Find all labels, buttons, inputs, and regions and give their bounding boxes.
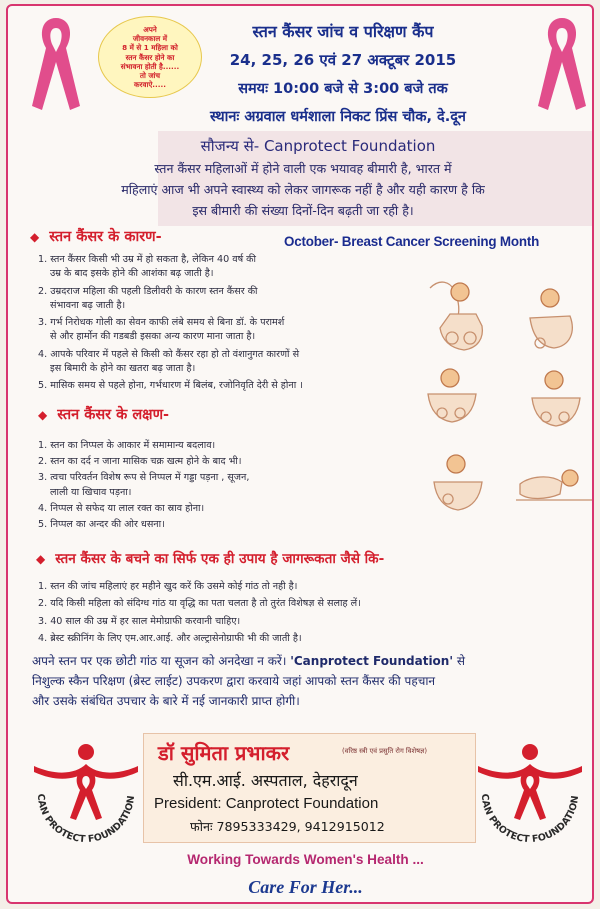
hospital-name: सी.एम.आई. अस्पताल, देहरादून (173, 771, 358, 790)
foundation-name: 'Canprotect Foundation' (290, 654, 454, 668)
closing-line: और उसके संबंधित उपचार के बारे में नई जानकारी प्राप्त होगी। (32, 694, 300, 708)
prevention-heading-text: स्तन कैंसर के बचने का सिर्फ एक ही उपाय है जागरूकता जैसे कि- (55, 551, 385, 567)
svg-text:CAN PROTECT FOUNDATION (479, 793, 581, 845)
tagline: Working Towards Women's Health ... (187, 852, 424, 867)
bubble-line: संभावना होती है...... (120, 61, 180, 71)
closing-line: निशुल्क स्कैन परिक्षण (ब्रेस्ट लाईट) उपकरण द्वारा करवाये जहां आपको स्तन कैंसर की पहचान (32, 674, 436, 688)
list-item: 3. गर्भ निरोधक गोली का सेवन काफी लंबे समय से बिना डॉ. के परामर्श (38, 317, 285, 329)
closing-paragraph (32, 651, 582, 711)
canprotect-logo-left (26, 734, 146, 854)
logo-text: CAN PROTECT FOUNDATION (478, 793, 582, 846)
closing-line (32, 651, 582, 671)
bubble-line: अपने (143, 25, 157, 34)
diamond-bullet-icon: ◆ (38, 408, 48, 422)
causes-list (38, 253, 303, 394)
list-item: 4. ब्रेस्ट स्क्रीनिंग के लिए एम.आर.आई. और अल्ट्रासेनोग्राफी भी की जाती है। (38, 633, 302, 645)
list-item: 2. उम्रदराज महिला की पहली डिलीवरी के कारण स्तन कैंसर की (38, 285, 258, 297)
list-item: 2. यदि किसी महिला को संदिग्ध गांठ या वृद्धि का पता चलता है तो तुरंत विशेषज्ञ से सलाह लें। (38, 598, 361, 610)
closing-text: अपने स्तन पर एक छोटी गांठ या सूजन को अनदेखा न करें। (32, 654, 291, 668)
list-item: 4. आपके परिवार में पहले से किसी को कैंसर रहा हो तो वंशानुगत कारणों से (38, 348, 300, 360)
doctor-designation: (वरिष्ठ स्त्री एवं प्रसुति रोग विशेषज्ञ) (342, 747, 428, 755)
list-item: इस बिमारी के होने का खतरा बढ़ जाता है। (50, 363, 196, 375)
symptoms-heading-text: स्तन कैंसर के लक्षण- (57, 407, 170, 423)
poster (6, 4, 594, 904)
phone-numbers: फोनः 7895333429, 9412915012 (190, 819, 385, 834)
list-item: लाली या खिचाव पड़ना। (50, 487, 132, 499)
list-item: 5. मासिक समय से पहले होना, गर्भधारण में बिलंब, रजोनिवृति देरी से होना । (38, 380, 303, 392)
pink-ribbon-icon-left (28, 14, 84, 114)
closing-text: से (453, 654, 465, 668)
logo-text: CAN PROTECT FOUNDATION (34, 793, 138, 846)
doctor-name: डॉ सुमिता प्रभाकर (158, 741, 290, 765)
bubble-line: 8 में से 1 महिला को (122, 43, 178, 53)
camp-venue: स्थानः अग्रवाल धर्मशाला निकट प्रिंस चौक, दे.दून (210, 109, 466, 125)
pink-ribbon-icon-right (534, 14, 590, 114)
intro-line: महिलाएं आज भी अपने स्वास्थ्य को लेकर जागरूक नहीं है और यही कारण है कि (121, 182, 485, 197)
symptoms-heading (38, 404, 169, 424)
list-item: 3. त्वचा परिवर्तन विशेष रूप से निप्पल में गड्डा पड़ना , सूजन, (38, 471, 250, 483)
list-item: संभावना बढ़ जाती है। (50, 299, 126, 311)
bubble-line: तो जांच (139, 71, 161, 81)
list-item: 1. स्तन कैंसर किसी भी उम्र में हो सकता है, लेकिन 40 वर्ष की (38, 254, 257, 265)
svg-text:CAN PROTECT FOUNDATION (35, 793, 137, 845)
causes-heading-text: स्तन कैंसर के कारण- (49, 229, 162, 245)
list-item: 1. स्तन की जांच महिलाएं हर महीने खुद करें कि उसमे कोई गांठ तो नही है। (38, 581, 298, 592)
causes-heading (30, 226, 162, 246)
camp-time: समयः 10:00 बजे से 3:00 बजे तक (238, 81, 448, 97)
list-item: से और हार्मोन की गडबडी इसका अन्य कारण माना जाता है। (50, 331, 256, 343)
diamond-bullet-icon: ◆ (36, 552, 46, 566)
bubble-line: करवाऐ..... (134, 80, 166, 90)
care-slogan: Care For Her... (248, 877, 363, 897)
bubble-line: स्तन कैंसर होने का (125, 52, 175, 62)
list-item: 3. 40 साल की उम्र में हर साल मेमोग्राफी करवानी चाहिए। (38, 615, 241, 627)
october-banner: October- Breast Cancer Screening Month (284, 234, 540, 249)
list-item: 5. निप्पल का अन्दर की ओर धसना। (38, 518, 165, 530)
statistic-bubble (98, 16, 202, 98)
bubble-line: जीवनकाल में (132, 34, 168, 44)
prevention-heading (36, 548, 384, 567)
intro-line: इस बीमारी की संख्या दिनों-दिन बढ़ती जा रही है। (192, 203, 414, 218)
prevention-list (38, 578, 361, 648)
intro-line: स्तन कैंसर महिलाओं में होने वाली एक भयावह बीमारी है, भारत में (154, 161, 452, 176)
list-item: 1. स्तन का निप्पल के आकार में समामान्य बदलाव। (38, 440, 216, 451)
list-item: उम्र के बाद इसके होने की आशंका बढ़ जाती है। (50, 268, 214, 280)
courtesy-line: सौजन्य से- Canprotect Foundation (200, 137, 436, 155)
self-exam-illustration (420, 268, 594, 538)
intro-paragraph (28, 158, 578, 221)
canprotect-logo-right (470, 734, 590, 854)
list-item: 4. निप्पल से सफेद या लाल रक्त का स्राव होना। (38, 503, 205, 515)
symptoms-list (38, 438, 249, 533)
camp-dates: 24, 25, 26 एवं 27 अक्टूबर 2015 (229, 51, 457, 69)
president-line: President: Canprotect Foundation (154, 795, 379, 812)
diamond-bullet-icon: ◆ (30, 230, 40, 244)
list-item: 2. स्तन का दर्द न जाना मासिक चक्र खत्म होने के बाद भी। (38, 455, 242, 467)
camp-title: स्तन कैंसर जांच व परिक्षण कैंप (252, 22, 434, 41)
